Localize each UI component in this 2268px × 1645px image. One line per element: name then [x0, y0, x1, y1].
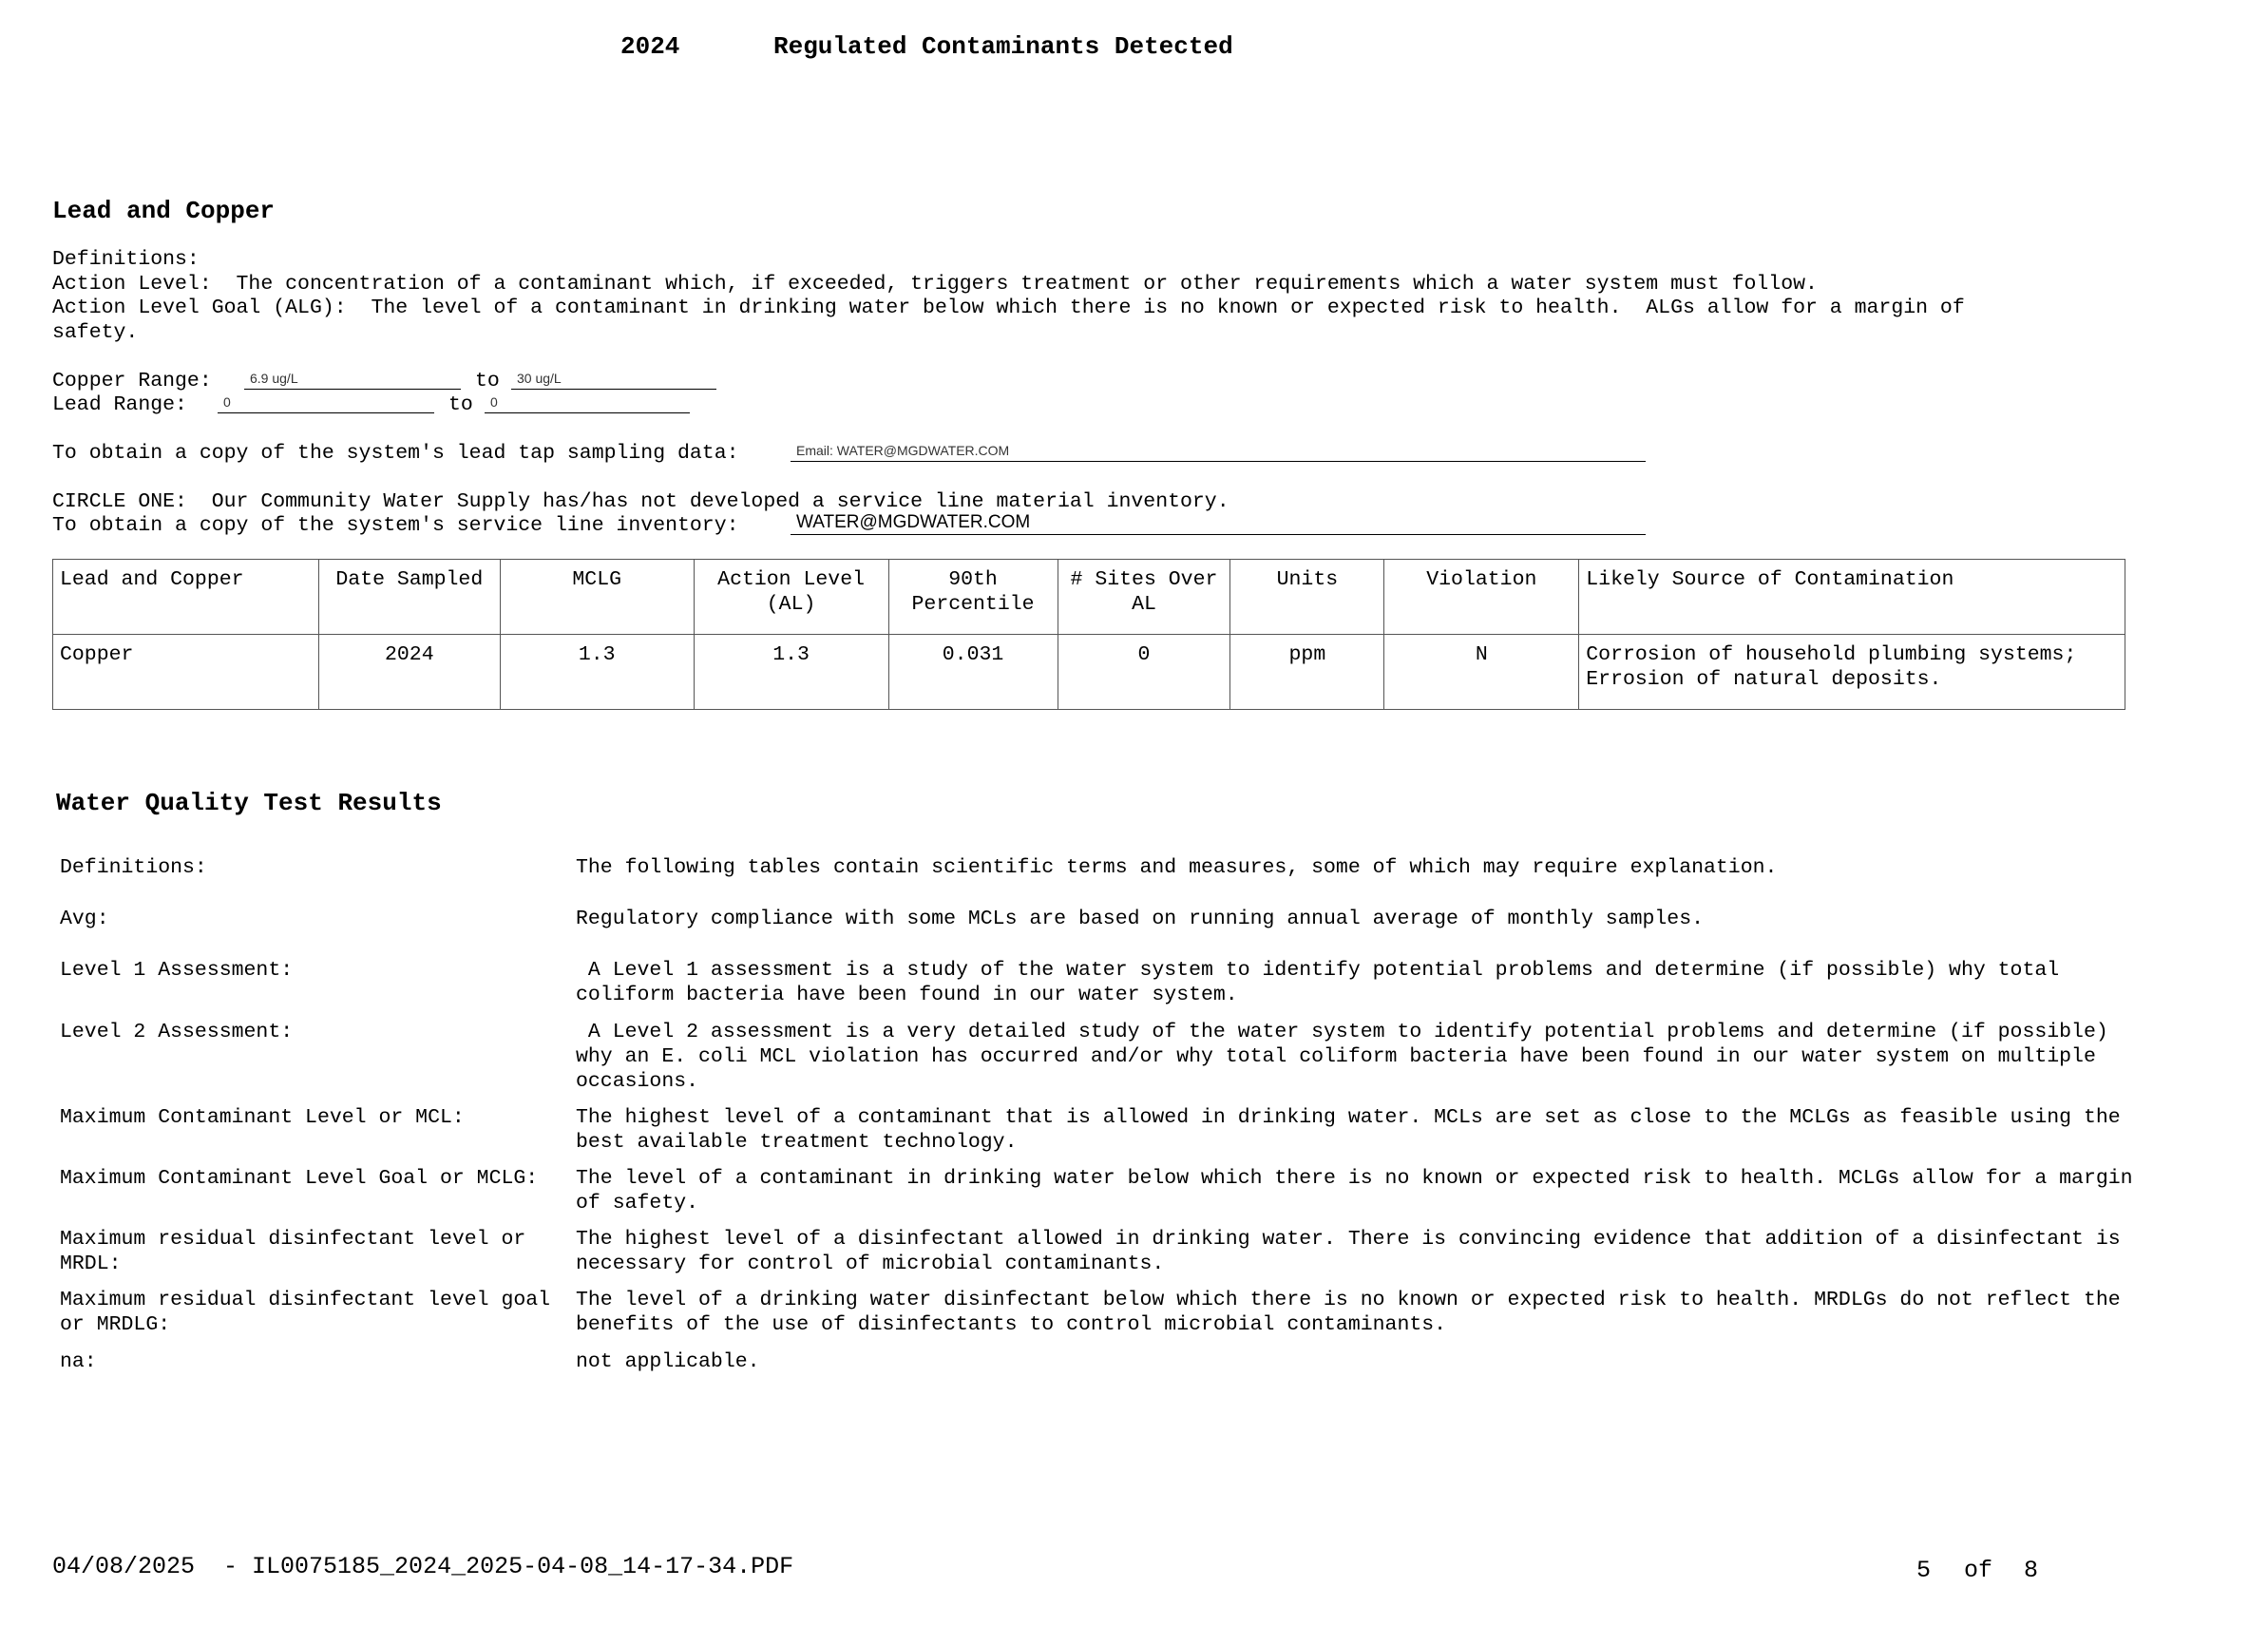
copper-range-to-label: to	[475, 370, 500, 392]
tap-sampling-label: To obtain a copy of the system's lead tap sampling data:	[52, 442, 739, 465]
lead-range-label: Lead Range:	[52, 393, 187, 416]
alg-definition-line1: Action Level Goal (ALG): The level of a contaminant in drinking water below which there is no known or expected risk to health. ALGs allow for a margin of	[52, 296, 1965, 319]
column-header: MCLG	[500, 560, 694, 635]
lead-range-to-label: to	[448, 393, 473, 416]
definition-term: Level 2 Assessment:	[60, 1021, 294, 1043]
table-cell: 2024	[318, 635, 500, 710]
table-cell: Corrosion of household plumbing systems; Errosion of natural deposits.	[1579, 635, 2125, 710]
action-level-definition: Action Level: The concentration of a contaminant which, if exceeded, triggers treatment or other requirements which a water system must follow.	[52, 273, 1818, 296]
definition-text: Regulatory compliance with some MCLs are based on running annual average of monthly samples.	[576, 908, 1704, 930]
footer-file-info: 04/08/2025 - IL0075185_2024_2025-04-08_14-17-34.PDF	[52, 1553, 794, 1580]
definition-text: The level of a drinking water disinfectant below which there is no known or expected risk to health. MRDLGs do not reflect the benefits of the use of disinfectants to control microbial contaminants.	[576, 1289, 2121, 1336]
report-year: 2024	[620, 32, 680, 61]
lead-copper-heading: Lead and Copper	[52, 197, 276, 225]
lead-range-from-value: 0	[223, 394, 231, 410]
definitions-label: Definitions:	[52, 248, 200, 271]
column-header: Violation	[1384, 560, 1579, 635]
definition-term: Maximum residual disinfectant level goal or MRDLG:	[60, 1289, 551, 1336]
lead-range-to-value: 0	[490, 394, 498, 410]
copper-range-to-value: 30 ug/L	[517, 371, 562, 386]
water-quality-heading: Water Quality Test Results	[56, 789, 442, 817]
definition-term: Maximum Contaminant Level or MCL:	[60, 1106, 465, 1129]
lead-range-to-field[interactable]	[485, 392, 690, 413]
definition-text: not applicable.	[576, 1350, 760, 1373]
inventory-label: To obtain a copy of the system's service line inventory:	[52, 514, 739, 537]
table-cell: 0	[1058, 635, 1230, 710]
column-header: 90th Percentile	[888, 560, 1058, 635]
report-title: Regulated Contaminants Detected	[773, 32, 1233, 61]
table-cell: 1.3	[694, 635, 888, 710]
page-total: 8	[2024, 1557, 2039, 1584]
definition-term: Avg:	[60, 908, 109, 930]
inventory-value: WATER@MGDWATER.COM	[796, 512, 1031, 532]
copper-range-to-field[interactable]	[511, 368, 716, 390]
table-cell: 0.031	[888, 635, 1058, 710]
circle-one-statement: CIRCLE ONE: Our Community Water Supply has/has not developed a service line material inventory.	[52, 490, 1229, 513]
definition-text: A Level 1 assessment is a study of the water system to identify potential problems and determine (if possible) why total coliform bacteria have been found in our water system.	[576, 959, 2072, 1006]
definition-text: The highest level of a contaminant that is allowed in drinking water. MCLs are set as close to the MCLGs as feasible using the best available treatment technology.	[576, 1106, 2121, 1154]
column-header: Action Level (AL)	[694, 560, 888, 635]
definition-term: na:	[60, 1350, 97, 1373]
table-row	[53, 635, 2125, 710]
definition-term: Maximum Contaminant Level Goal or MCLG:	[60, 1167, 539, 1190]
table-cell: ppm	[1230, 635, 1384, 710]
column-header: # Sites Over AL	[1058, 560, 1230, 635]
table-cell: Copper	[53, 635, 319, 710]
definition-term: Definitions:	[60, 856, 207, 879]
definition-term: Maximum residual disinfectant level or MRDL:	[60, 1228, 526, 1275]
table-cell: 1.3	[500, 635, 694, 710]
copper-range-from-value: 6.9 ug/L	[250, 371, 298, 386]
copper-range-label: Copper Range:	[52, 370, 212, 392]
alg-definition-line2: safety.	[52, 321, 139, 344]
page-of-label: of	[1964, 1557, 1993, 1584]
definition-text: The following tables contain scientific terms and measures, some of which may require explanation.	[576, 856, 1778, 879]
copper-range-from-field[interactable]	[244, 368, 461, 390]
lead-copper-table	[52, 559, 2125, 710]
tap-sampling-field[interactable]	[791, 440, 1646, 462]
column-header: Date Sampled	[318, 560, 500, 635]
lead-range-from-field[interactable]	[218, 392, 434, 413]
definition-term: Level 1 Assessment:	[60, 959, 294, 982]
column-header: Units	[1230, 560, 1384, 635]
definition-text: A Level 2 assessment is a very detailed study of the water system to identify potential problems and determine (if possible) why an E. coli MCL violation has occurred and/or why total coliform bacteria have been found in our water system on multiple occasions.	[576, 1021, 2121, 1093]
tap-sampling-value: Email: WATER@MGDWATER.COM	[796, 443, 1010, 458]
table-cell: N	[1384, 635, 1579, 710]
table-header-row	[53, 560, 2125, 635]
column-header: Likely Source of Contamination	[1579, 560, 2125, 635]
page-current: 5	[1916, 1557, 1932, 1584]
definition-text: The highest level of a disinfectant allowed in drinking water. There is convincing evidence that addition of a disinfectant is necessary for control of microbial contaminants.	[576, 1228, 2121, 1275]
column-header: Lead and Copper	[53, 560, 319, 635]
inventory-field[interactable]	[791, 513, 1646, 535]
definition-text: The level of a contaminant in drinking water below which there is no known or expected risk to health. MCLGs allow for a margin of safety.	[576, 1167, 2133, 1215]
